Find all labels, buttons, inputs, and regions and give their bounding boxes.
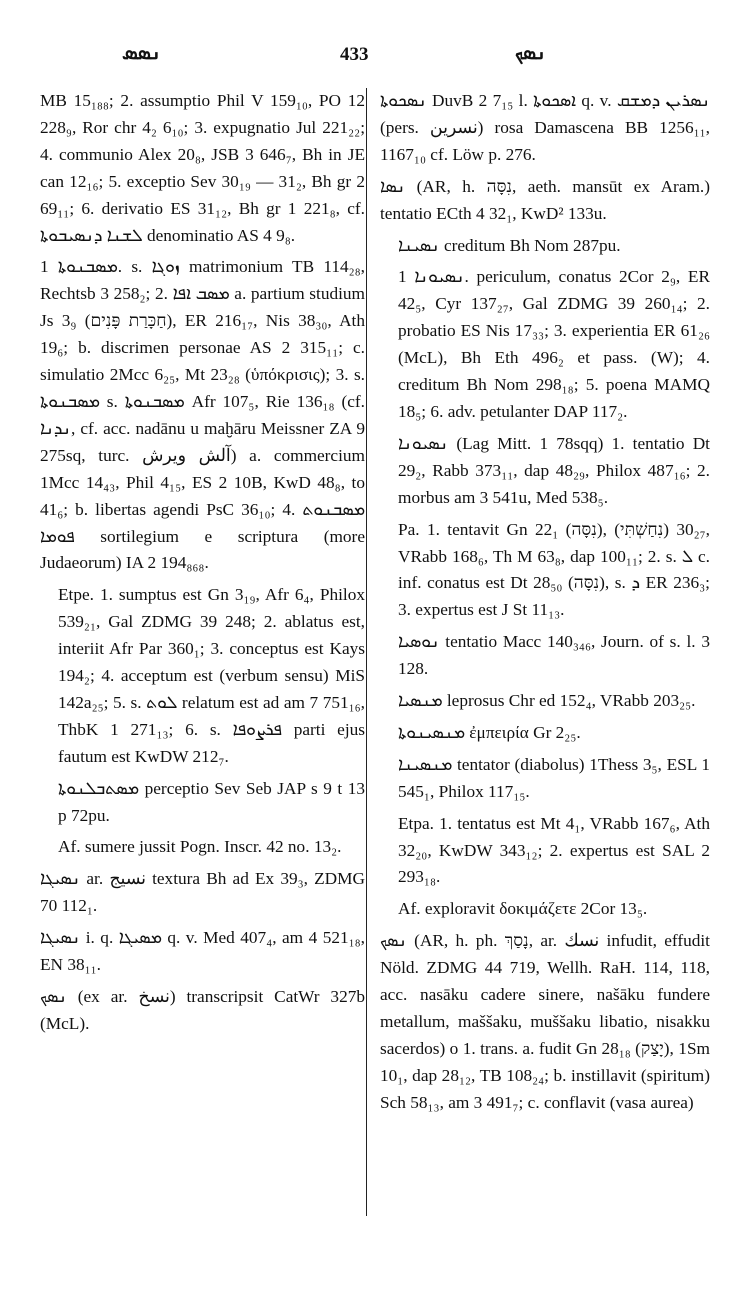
dictionary-entry: Pa. 1. tentavit Gn 22₁ (נִסָּה), 30₂₇ (נִחַשְׁתִּי), VRabb 168₆, Th M 63₈, dap 100₁₁; 2. s. ܠ c. inf. conatus est Dt 28₅₀ (נִסָּה), s. ܕ ER 236₃; 3. expertus est J St 11₁₃.: [398, 519, 710, 620]
dictionary-entry: ܢܣܟܘܬܐ DuvB 2 7₁₅ l. ܐܣܟܘܬܐ q. v. ܢܣܪܝܢ ܕܡܫܩ (pers. نسرين) rosa Damascena BB 1256₁₁, 1167₁₀ cf. Löw p. 276.: [380, 91, 711, 164]
dictionary-entry: ܡܣܬܒܠܢܘܬܐ perceptio Sev Seb JAP s 9 t 13 p 72pu.: [58, 778, 365, 825]
page-number: 433: [340, 44, 369, 65]
dictionary-entry: ܢܣܟ (ex ar. نسخ) transcripsit CatWr 327b (McL).: [40, 987, 365, 1033]
column-divider: [366, 88, 367, 1216]
running-head-right: ܢܣܟ: [515, 40, 547, 64]
dictionary-entry: ܡܢܣܝܢܐ tentator (diabolus) 1Thess 3₅, ESL 1 545₁, Philox 117₁₅.: [398, 754, 710, 801]
dictionary-entry: ܡܢܣܝܢܘܬܐ ἐμπειρία Gr 2₂₅.: [398, 722, 581, 742]
dictionary-entry: Etpa. 1. tentatus est Mt 4₁, VRabb 167₆, Ath 32₂₀, KwDW 343₁₂; 2. expertus est SAL 2 293₁₈.: [398, 813, 710, 887]
dictionary-entry: MB 15₁₈₈; 2. assumptio Phil V 159₁₀, PO 12 228₉, Ror chr 4₂ 6₁₀; 3. expugnatio Jul 221₂₂; 4. communio Alex 20₈, JSB 3 646₇, Bh in JE can 12₁₆; 5. exceptio Sev 30₁₉ — 31₂, Bh gr 2 69₁₁; 6. derivatio ES 31₁₂, Bh gr 1 221₈, cf. ܠܫܢܐ ܕܢܣܝܒܘܬܐ denominatio AS 4 9₈.: [40, 91, 365, 245]
dictionary-entry: ܢܘܣܝܐ tentatio Macc 140₃₄₆, Journ. of s. l. 3 128.: [398, 632, 710, 679]
right-column: [380, 88, 710, 1122]
dictionary-entry: ܢܣܟ (AR, h. ph. נָסַךְ, ar. نسك infudit, effudit Nöld. ZDMG 44 719, Wellh. RaH. 114, 118, acc. nasāku cadere sinere, našāku fundere metallum, maššaku, muššaku libatio, nisakku sacerdos) o 1. trans. a. fudit Gn 28₁₈ (יָצַק), 1Sm 10₁, dap 28₁₂, TB 108₂₄; b. instillavit (spiritum) Sch 58₁₃, am 3 491₇; c. conflavit (vasa aurea): [380, 931, 710, 1112]
dictionary-entry: Af. sumere jussit Pogn. Inscr. 42 no. 13₂.: [58, 837, 342, 857]
dictionary-entry: ܢܣܝܢܐ creditum Bh Nom 287pu.: [398, 235, 621, 255]
dictionary-entry: ܢܣܝܓܐ ar. نسيج textura Bh ad Ex 39₃, ZDMG 70 112₁.: [40, 869, 365, 916]
running-head-left: ܢܣܣ: [122, 40, 161, 64]
dictionary-entry: ܡܣܒܢܘܬܐ 1. s. ܙܘܓܐ matrimonium TB 114₂₈, Rechtsb 3 258₂; 2. ܡܣܒ ܐܦܐ a. partium studium Js 3₉ (חַכָּרַת פָּנִים), ER 216₁₇, Nis 38₃₀, Ath 19₆; b. discrimen personae AS 2 315₁₁; c. simulatio 2Mcc 6₂₅, Mt 23₂₈ (ὑπόκρισις); 3. s. ܡܣܒܢܘܬܐ s. ܡܣܒܢܘܬܐ Afr 107₅, Rie 136₁₈ (cf. ܢܕܢܐ, cf. acc. nadānu u maḫāru Meissner ZA 9 275sq, turc. آلش ويرش) a. commercium 1Mcc 14₄₃, Phil 4₁₅, ES 2 10B, KwD 48₈, to 41₆; b. libertas agendi PsC 36₁₀; 4. ܡܣܒܢܘܬ ܦܘܡܐ sortilegium e scriptura (more Judaeorum) IA 2 194₈₆₈.: [40, 257, 366, 573]
dictionary-entry: ܢܣܝܓܐ i. q. ܡܣܝܓܐ q. v. Med 407₄, am 4 521₁₈, EN 38₁₁.: [40, 928, 366, 975]
left-column: [40, 88, 365, 1043]
dictionary-entry: Etpe. 1. sumptus est Gn 3₁₉, Afr 6₄, Philox 539₂₁, Gal ZDMG 39 248; 2. ablatus est, interiit Afr Par 360₁; 3. conceptus est Kays 194₂; 4. acceptum est (verbum sensu) MiS 142a₂₅; 5. s. ܠܘܬ relatum est ad am 7 751₁₆, ThbK 1 271₁₃; 6. s. ܦܪܨܘܦܐ parti ejus fautum est KwDW 212₇.: [58, 585, 365, 766]
dictionary-entry: ܢܣܝܘܢܐ (Lag Mitt. 1 78sqq) 1. tentatio Dt 29₂, Rabb 373₁₁, dap 48₂₉, Philox 487₁₆; 2. morbus am 3 541u, Med 538₅.: [398, 433, 710, 507]
dictionary-entry: ܡܢܣܝܐ leprosus Chr ed 152₄, VRabb 203₂₅.: [398, 691, 696, 711]
dictionary-entry: Af. exploravit δοκιμάζετε 2Cor 13₅.: [398, 899, 648, 919]
dictionary-entry: ܢܣܝܘܢܐ 1. periculum, conatus 2Cor 2₉, ER 42₅, Cyr 137₂₇, Gal ZDMG 39 260₁₄; 2. probatio ES Nis 17₃₃; 3. experientia ER 61₂₆ (McL), Bh Eth 496₂ et pass. (W); 4. creditum Bh Nom 298₁₈; 5. poena MAMQ 18₅; 6. adv. petulanter DAP 117₂.: [398, 267, 710, 421]
dictionary-entry: ܢܣܐ (AR, h. נִסָּה, aeth. mansūt ex Aram.) tentatio ECth 4 32₁, KwD² 133u.: [380, 176, 710, 223]
page-header: [0, 40, 750, 70]
